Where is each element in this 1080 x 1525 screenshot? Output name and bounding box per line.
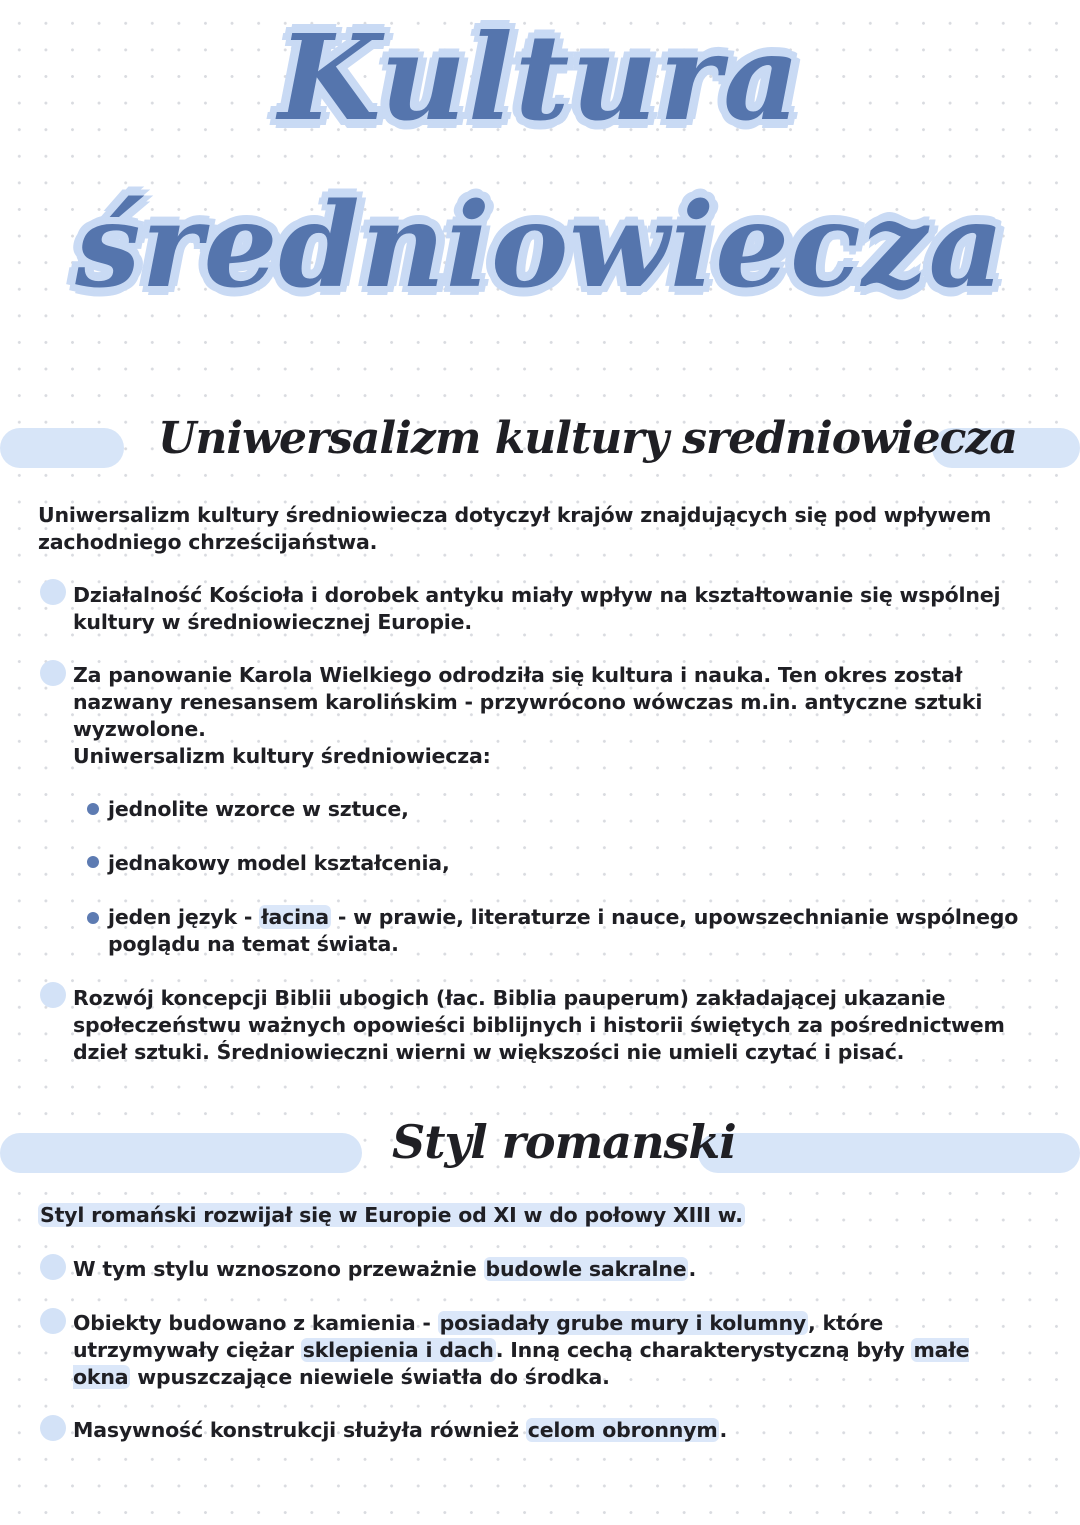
point-defensive: [73, 1417, 1048, 1444]
highlight-vault: sklepienia i dach: [302, 1338, 494, 1362]
list-item: jednakowy model kształcenia,: [108, 851, 450, 875]
bullet-dot-icon: [87, 912, 99, 924]
list-item-text: - w prawie, literaturze i nauce, upowszechnianie wspólnego poglądu na temat świata.: [108, 905, 1019, 956]
bullet-circle-icon: [40, 579, 66, 605]
section-band-right: [698, 1133, 1080, 1173]
section-heading-romanesque: Styl romanski: [392, 1115, 736, 1169]
point-church-antiquity: Działalność Kościoła i dorobek antyku miały wpływ na kształtowanie się wspólnej kultury w średniowiecznej Europie.: [73, 583, 1001, 634]
bullet-circle-icon: [40, 1415, 66, 1441]
point-text: wpuszczające niewiele światła do środka.: [130, 1365, 610, 1389]
bullet-dot-icon: [87, 856, 99, 868]
section-heading-universalism: Uniwersalizm kultury sredniowiecza: [158, 413, 1017, 464]
point-text: , które utrzymywały ciężar: [73, 1311, 884, 1362]
point-sacral-buildings: [73, 1256, 1048, 1283]
page-title-line-1: Kultura: [278, 8, 802, 147]
point-text: . Inną cechą charakterystyczną były: [495, 1338, 912, 1362]
highlight-defense: celom obronnym: [527, 1418, 718, 1442]
point-text: Obiekty budowano z kamienia -: [73, 1311, 438, 1335]
point-text: .: [719, 1418, 728, 1442]
list-item-text: jeden język -: [108, 905, 260, 929]
section-band-left: [0, 1133, 362, 1173]
list-item: [108, 904, 1048, 958]
page-title-line-2: średniowiecza: [75, 178, 1005, 314]
point-text: .: [688, 1257, 697, 1281]
bullet-dot-icon: [87, 803, 99, 815]
bullet-circle-icon: [40, 982, 66, 1008]
highlight-windows: małe okna: [73, 1338, 970, 1389]
highlight-latin: łacina: [261, 905, 329, 929]
point-stone-buildings: [73, 1310, 1033, 1391]
section-band-left: [0, 428, 124, 468]
point-text: Masywność konstrukcji służyła również: [73, 1418, 526, 1442]
point-biblia-pauperum: Rozwój koncepcji Biblii ubogich (łac. Biblia pauperum) zakładającej ukazanie społeczeństwu ważnych opowieści biblijnych i historii świętych za pośrednictwem dzieł sztuki. Średniowieczni wierni w większości nie umieli czytać i pisać.: [73, 986, 1005, 1064]
list-item: jednolite wzorce w sztuce,: [108, 797, 409, 821]
bullet-circle-icon: [40, 1308, 66, 1334]
romanesque-intro: [38, 1202, 1048, 1229]
highlight-intro: Styl romański rozwijał się w Europie od XI w do połowy XIII w.: [40, 1203, 743, 1227]
bullet-circle-icon: [40, 1254, 66, 1280]
highlight-sacral: budowle sakralne: [485, 1257, 687, 1281]
point-carolingian: Za panowanie Karola Wielkiego odrodziła się kultura i nauka. Ten okres został nazwany renesansem karolińskim - przywrócono wówczas m.in. antyczne sztuki wyzwolone.: [73, 663, 983, 741]
bullet-circle-icon: [40, 660, 66, 686]
list-title: Uniwersalizm kultury średniowiecza:: [73, 744, 491, 768]
highlight-walls: posiadały grube mury i kolumny: [439, 1311, 807, 1335]
intro-paragraph: Uniwersalizm kultury średniowiecza dotyczył krajów znajdujących się pod wpływem zachodniego chrześcijaństwa.: [38, 503, 992, 554]
point-text: W tym stylu wznoszono przeważnie: [73, 1257, 484, 1281]
